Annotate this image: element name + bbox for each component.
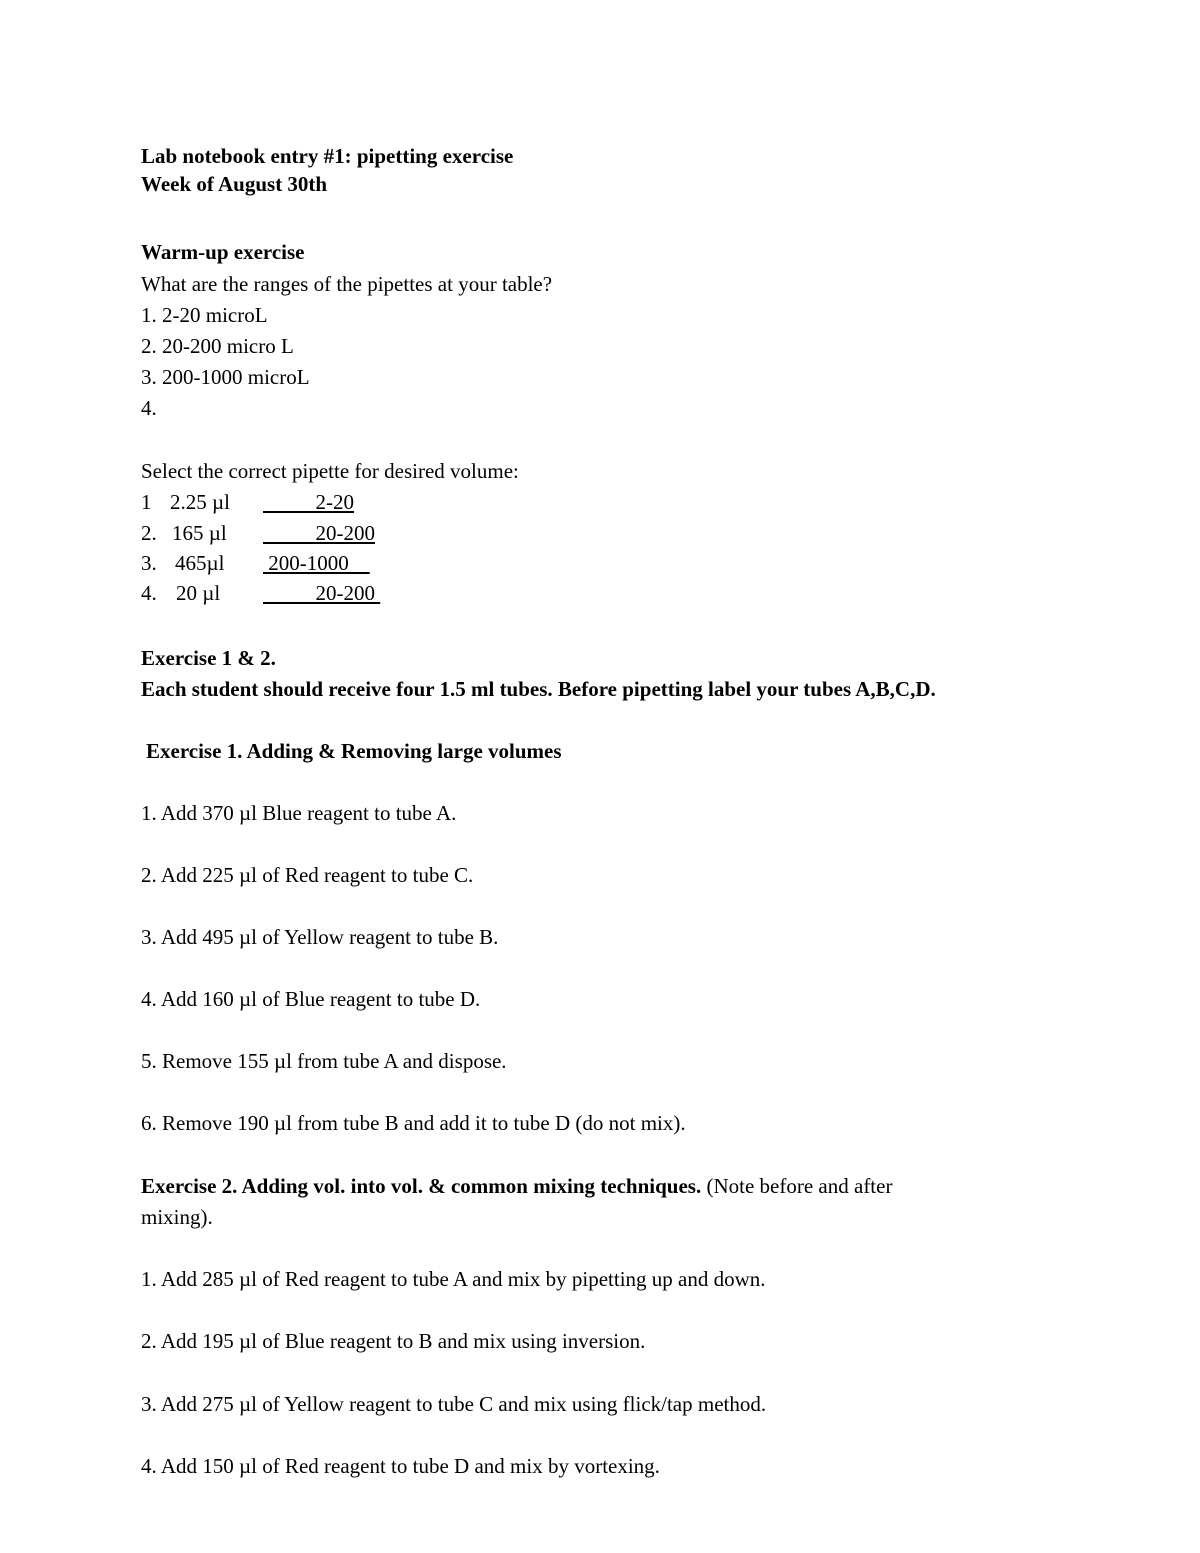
exercise2-note: (Note before and after: [701, 1174, 893, 1198]
select-row-volume: 20 µl: [176, 581, 221, 605]
select-row-answer: 2-20: [263, 490, 354, 514]
range-item: 2. 20-200 micro L: [141, 334, 294, 358]
exercise2-step: 4. Add 150 µl of Red reagent to tube D and mix by vortexing.: [141, 1454, 660, 1478]
range-item: 1. 2-20 microL: [141, 303, 268, 327]
range-item: 4.: [141, 396, 157, 420]
exercise2-step: 1. Add 285 µl of Red reagent to tube A and mix by pipetting up and down.: [141, 1267, 766, 1291]
select-prompt: Select the correct pipette for desired volume:: [141, 459, 519, 483]
exercise2-note-continued: mixing).: [141, 1205, 213, 1229]
exercise1-step: 6. Remove 190 µl from tube B and add it to tube D (do not mix).: [141, 1111, 686, 1135]
select-row-volume: 2.25 µl: [170, 490, 230, 514]
exercise2-heading: Exercise 2. Adding vol. into vol. & common mixing techniques.: [141, 1174, 702, 1198]
select-row-answer: 200-1000: [263, 551, 370, 575]
exercise12-instruction: Each student should receive four 1.5 ml tubes. Before pipetting label your tubes A,B,C,D.: [141, 677, 936, 701]
warmup-heading: Warm-up exercise: [141, 240, 305, 264]
select-row-answer: 20-200: [263, 521, 375, 545]
week-label: Week of August 30th: [141, 172, 328, 196]
page-title: Lab notebook entry #1: pipetting exercise: [141, 144, 514, 168]
select-row-volume: 465µl: [175, 551, 225, 575]
select-row-volume: 165 µl: [172, 521, 227, 545]
exercise1-step: 5. Remove 155 µl from tube A and dispose.: [141, 1049, 507, 1073]
select-row-answer: 20-200: [263, 581, 381, 605]
select-row-number: 3.: [141, 551, 157, 575]
exercise1-step: 4. Add 160 µl of Blue reagent to tube D.: [141, 987, 481, 1011]
select-row-number: 1: [141, 490, 152, 514]
exercise1-heading: Exercise 1. Adding & Removing large volumes: [146, 739, 562, 763]
range-item: 3. 200-1000 microL: [141, 365, 310, 389]
exercise1-step: 1. Add 370 µl Blue reagent to tube A.: [141, 801, 457, 825]
exercise1-step: 3. Add 495 µl of Yellow reagent to tube B.: [141, 925, 499, 949]
exercise12-heading: Exercise 1 & 2.: [141, 646, 276, 670]
warmup-question: What are the ranges of the pipettes at your table?: [141, 272, 553, 296]
exercise1-step: 2. Add 225 µl of Red reagent to tube C.: [141, 863, 474, 887]
exercise2-step: 3. Add 275 µl of Yellow reagent to tube C and mix using flick/tap method.: [141, 1392, 767, 1416]
exercise2-heading-line: [141, 1173, 892, 1199]
select-row-number: 4.: [141, 581, 157, 605]
select-row-number: 2.: [141, 521, 157, 545]
exercise2-step: 2. Add 195 µl of Blue reagent to B and mix using inversion.: [141, 1329, 646, 1353]
